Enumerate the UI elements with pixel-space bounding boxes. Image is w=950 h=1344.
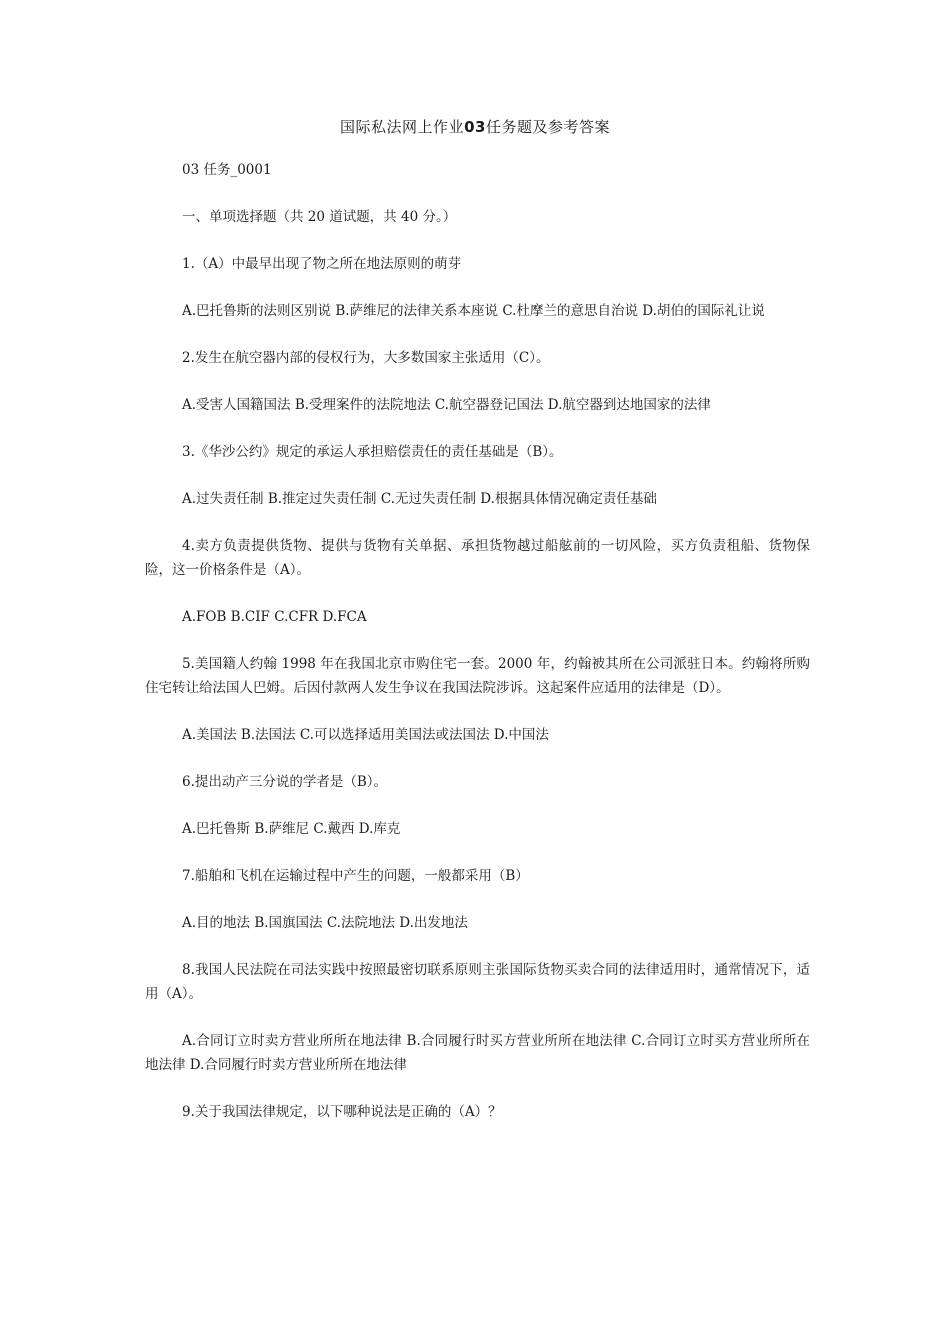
question-9: 9.关于我国法律规定，以下哪种说法是正确的（A）？ bbox=[182, 1104, 502, 1120]
options-2: A.受害人国籍国法 B.受理案件的法院地法 C.航空器登记国法 D.航空器到达地国家的法律 bbox=[182, 397, 711, 413]
question-8: 8.我国人民法院在司法实践中按照最密切联系原则主张国际货物买卖合同的法律适用时，通常情况下，适用（A）。 bbox=[145, 962, 810, 1002]
question-5: 5.美国籍人约翰 1998 年在我国北京市购住宅一套。2000 年，约翰被其所在公司派驻日本。约翰将所购住宅转让给法国人巴姆。后因付款两人发生争议在我国法院涉诉。这起案件应适用的法律是（D）。 bbox=[145, 656, 810, 696]
title-suffix: 任务题及参考答案 bbox=[485, 118, 610, 136]
options-3: A.过失责任制 B.推定过失责任制 C.无过失责任制 D.根据具体情况确定责任基础 bbox=[182, 491, 657, 507]
question-6: 6.提出动产三分说的学者是（B）。 bbox=[182, 774, 388, 790]
options-7: A.目的地法 B.国旗国法 C.法院地法 D.出发地法 bbox=[182, 915, 468, 931]
options-4: A.FOB B.CIF C.CFR D.FCA bbox=[182, 609, 367, 625]
options-1: A.巴托鲁斯的法则区别说 B.萨维尼的法律关系本座说 C.杜摩兰的意思自治说 D.胡伯的国际礼让说 bbox=[182, 303, 765, 319]
document-title bbox=[0, 116, 950, 137]
question-4: 4.卖方负责提供货物、提供与货物有关单据、承担货物越过船舷前的一切风险，买方负责租船、货物保险，这一价格条件是（A）。 bbox=[145, 538, 810, 578]
options-6: A.巴托鲁斯 B.萨维尼 C.戴西 D.库克 bbox=[182, 821, 401, 837]
options-5: A.美国法 B.法国法 C.可以选择适用美国法或法国法 D.中国法 bbox=[182, 727, 549, 743]
question-3: 3.《华沙公约》规定的承运人承担赔偿责任的责任基础是（B）。 bbox=[182, 444, 563, 460]
task-id: 03 任务_0001 bbox=[182, 162, 272, 178]
question-7: 7.船舶和飞机在运输过程中产生的问题，一般都采用（B） bbox=[182, 868, 529, 884]
document-body bbox=[145, 158, 810, 1147]
section-header: 一、单项选择题（共 20 道试题，共 40 分。） bbox=[182, 209, 457, 225]
options-8: A.合同订立时卖方营业所所在地法律 B.合同履行时买方营业所所在地法律 C.合同订立时买方营业所所在地法律 D.合同履行时卖方营业所所在地法律 bbox=[145, 1033, 810, 1073]
title-bold-number: 03 bbox=[464, 118, 486, 136]
question-2: 2.发生在航空器内部的侵权行为，大多数国家主张适用（C）。 bbox=[182, 350, 550, 366]
question-1: 1.（A）中最早出现了物之所在地法原则的萌芽 bbox=[182, 256, 462, 272]
title-prefix: 国际私法网上作业 bbox=[340, 118, 465, 136]
